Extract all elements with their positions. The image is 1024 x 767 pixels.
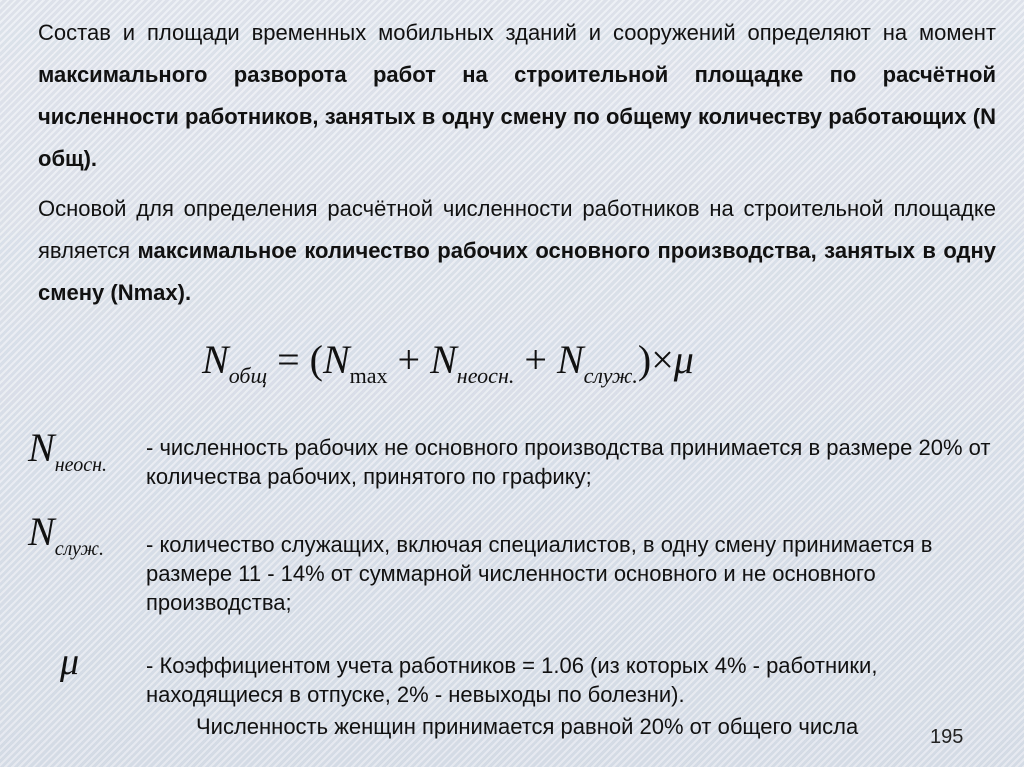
formula-term-max: N <box>322 337 350 382</box>
symbol-n-neosn-sub: неосн. <box>54 454 108 476</box>
symbol-n-neosn-letter: N <box>28 425 55 470</box>
symbol-n-neosn <box>28 424 107 477</box>
paragraph-1-plain: Состав и площади временных мобильных зданий и сооружений определяют на момент <box>38 20 996 45</box>
symbol-n-sluzh-sub: служ. <box>54 538 105 560</box>
formula-mu: μ <box>673 337 694 382</box>
formula-lhs: N <box>202 337 229 382</box>
formula-term-neosn: N <box>430 337 457 382</box>
symbol-n-sluzh <box>28 508 104 561</box>
paragraph-composition <box>38 12 996 180</box>
formula-plus-1: + <box>397 337 421 382</box>
formula-term-sluzh-sub: служ. <box>583 363 638 388</box>
formula-times: × <box>651 337 674 382</box>
symbol-mu: μ <box>60 641 80 683</box>
definition-mu: - Коэффициентом учета работников = 1.06 (из которых 4% - работники, находящиеся в отпуске, 2% - невыходы по болезни). <box>146 653 878 707</box>
main-formula <box>202 336 822 396</box>
page-number: 195 <box>930 726 964 748</box>
formula-term-neosn-sub: неосн. <box>456 363 515 388</box>
formula-equals: = <box>277 337 300 382</box>
formula-lhs-sub: общ <box>228 363 268 388</box>
formula-term-max-sub: max <box>349 363 388 388</box>
formula-plus-2: + <box>524 337 547 382</box>
paragraph-1-bold: максимального разворота работ на строительной площадке по расчётной численности работников, занятых в одну смену по общему количеству работающих (N общ). <box>38 62 996 171</box>
formula-term-sluzh: N <box>556 337 584 382</box>
paragraph-2-bold: максимальное количество рабочих основного производства, занятых в одну смену (Nmax). <box>38 238 996 305</box>
formula-close-paren: ) <box>637 337 652 382</box>
definition-sluzh: - количество служащих, включая специалистов, в одну смену принимается в размере 11 - 14% от суммарной численности основного и не основного производства; <box>146 532 933 615</box>
formula-open-paren: ( <box>309 337 323 382</box>
women-share-note: Численность женщин принимается равной 20% от общего числа <box>196 714 859 739</box>
paragraph-basis <box>38 188 996 314</box>
paragraph-2-plain: Основой для определения расчётной численности работников на строительной площадке является <box>38 196 996 263</box>
definition-neosn: - численность рабочих не основного производства принимается в размере 20% от количества рабочих, принятого по графику; <box>146 435 991 489</box>
symbol-n-sluzh-letter: N <box>28 509 55 554</box>
